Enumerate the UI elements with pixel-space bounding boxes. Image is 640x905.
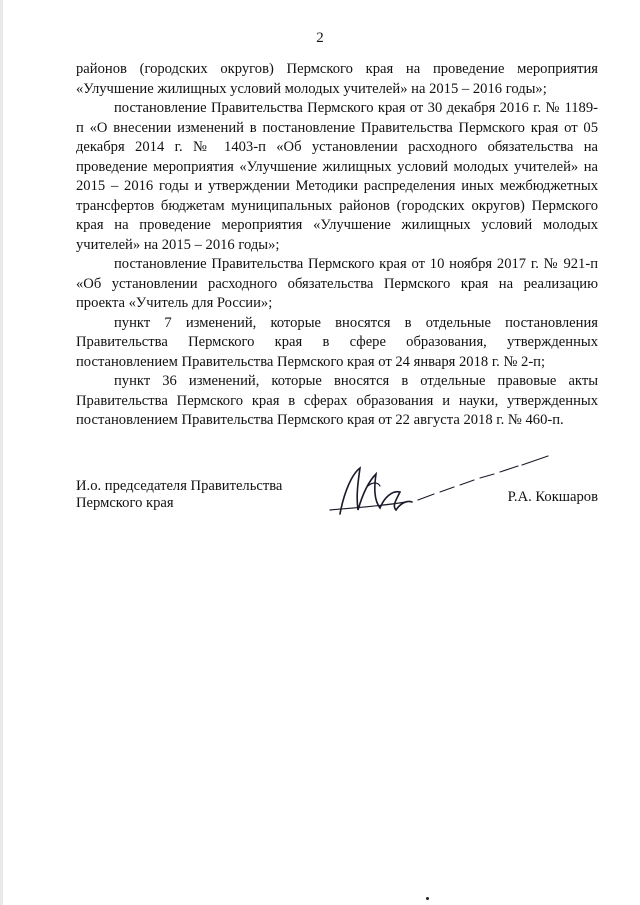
page-number: 2 — [316, 30, 324, 46]
paragraph-5: пункт 36 изменений, которые вносятся в отдельные правовые акты Правительства Пермского края в сферах образования и науки, утвержденных постановлением Правительства Пермского края от 22 августа 2018 г. № 460-п. — [76, 373, 598, 428]
document-body — [76, 60, 598, 431]
paragraph-1: районов (городских округов) Пермского края на проведение мероприятия «Улучшение жилищных условий молодых учителей» на 2015 – 2016 годы»; — [76, 61, 598, 97]
signatory-title — [76, 478, 282, 512]
scan-edge — [0, 0, 3, 905]
paragraph-2: постановление Правительства Пермского края от 30 декабря 2016 г. № 1189-п «О внесении изменений в постановление Правительства Пермского края от 05 декабря 2014 г. № 1403-п «Об установлении расходного обязательства на проведение мероприятия «Улучшение жилищных условий молодых учителей» на 2015 – 2016 годы и утверждении Методики распределения иных межбюджетных трансфертов бюджетам муниципальных районов (городских округов) Пермского края на проведение мероприятия «Улучшение жилищных условий молодых учителей» на 2015 – 2016 годы»; — [76, 100, 598, 253]
paragraph-4: пункт 7 изменений, которые вносятся в отдельные постановления Правительства Пермского края в сфере образования, утвержденных постановлением Правительства Пермского края от 24 января 2018 г. № 2-п; — [76, 314, 598, 370]
signatory-name: Р.А. Кокшаров — [507, 489, 598, 505]
signatory-title-line-2: Пермского края — [76, 495, 174, 511]
signatory-title-line-1: И.о. председателя Правительства — [76, 478, 283, 494]
signature-block — [76, 470, 598, 530]
paragraph-3: постановление Правительства Пермского края от 10 ноября 2017 г. № 921-п «Об установлении расходного обязательства Пермского края на реализацию проекта «Учитель для России»; — [76, 256, 598, 311]
scan-artifact-dot — [426, 897, 429, 900]
